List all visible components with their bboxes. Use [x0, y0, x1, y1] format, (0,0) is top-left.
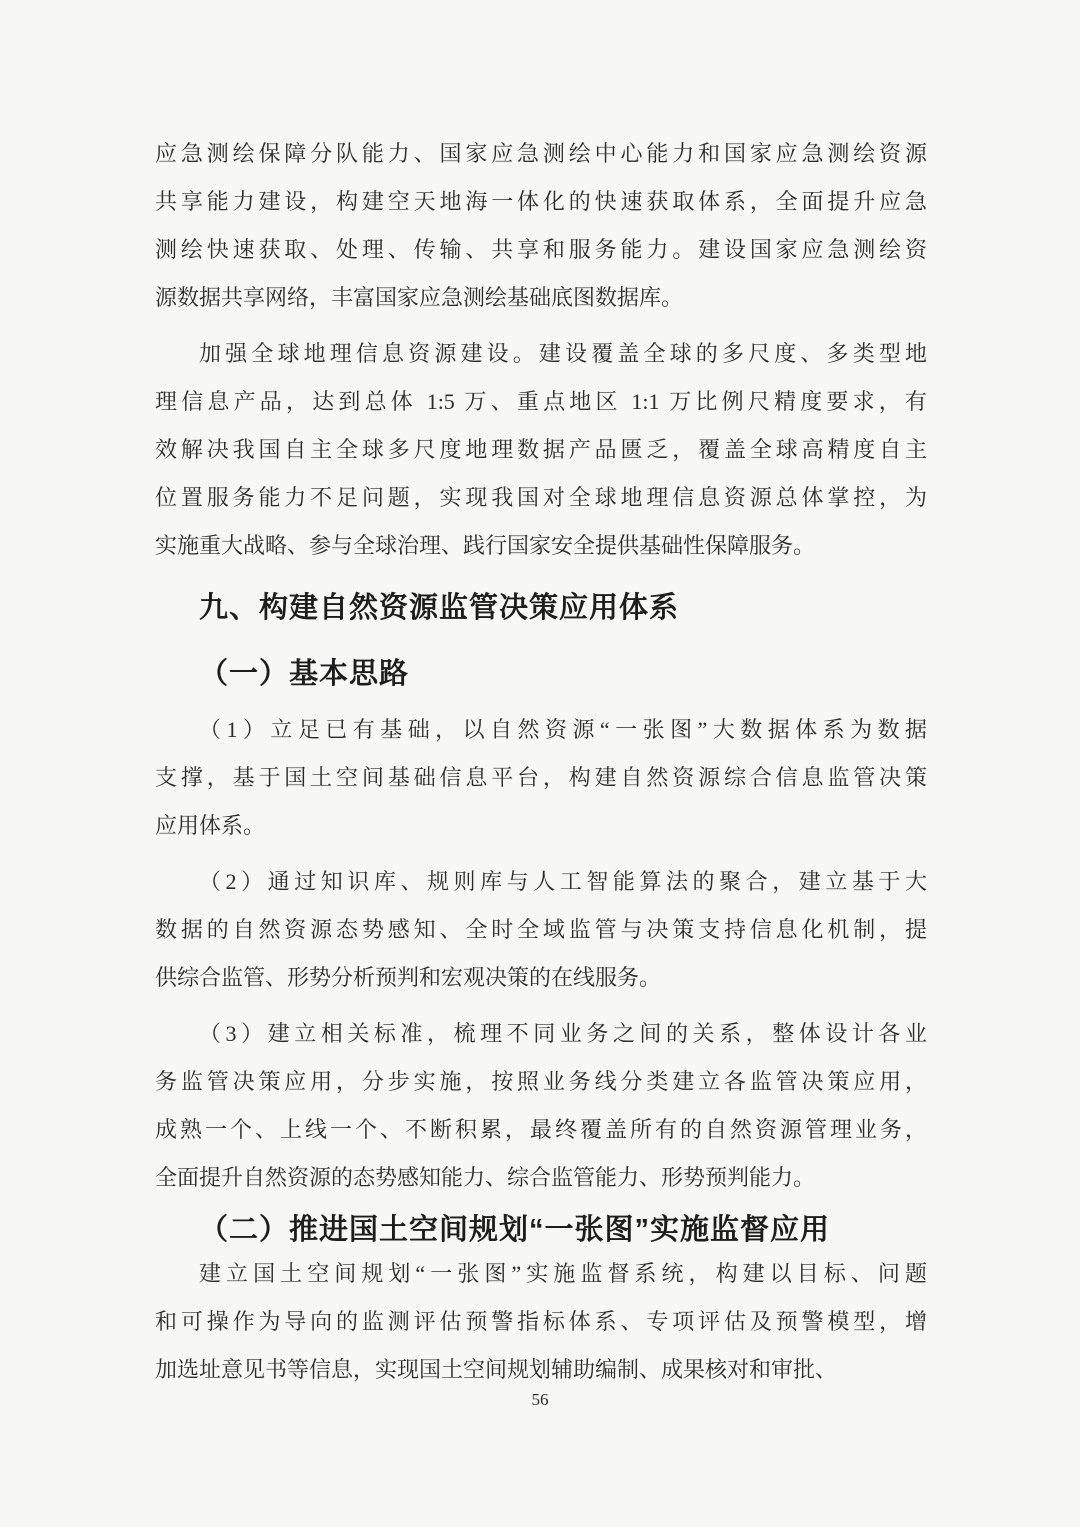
- para-item-1: [155, 706, 927, 850]
- text-line: 位置服务能力不足问题，实现我国对全球地理信息资源总体掌控，为: [155, 485, 927, 510]
- subsection-heading-basic-approach: （一）基本思路: [199, 658, 410, 690]
- text-line: 加强全球地理信息资源建设。建设覆盖全球的多尺度、多类型地: [199, 341, 927, 366]
- para-planning-supervision: [155, 1250, 927, 1394]
- page-footer: [0, 1390, 1080, 1410]
- text-line: 加选址意见书等信息，实现国土空间规划辅助编制、成果核对和审批、: [155, 1357, 838, 1382]
- text-line: 建立国土空间规划“一张图”实施监督系统，构建以目标、问题: [199, 1261, 927, 1286]
- para-global-geoinfo: [155, 330, 927, 570]
- text-line: 供综合监管、形势分析预判和宏观决策的在线服务。: [155, 965, 662, 990]
- text-line: 实施重大战略、参与全球治理、践行国家安全提供基础性保障服务。: [155, 533, 816, 558]
- text-line: （1）立足已有基础，以自然资源“一张图”大数据体系为数据: [199, 717, 927, 742]
- subsection-heading-planning-supervision: （二）推进国土空间规划“一张图”实施监督应用: [199, 1214, 831, 1246]
- text-line: 务监管决策应用，分步实施，按照业务线分类建立各监管决策应用，: [155, 1069, 927, 1094]
- text-line: 理信息产品，达到总体 1:5 万、重点地区 1:1 万比例尺精度要求，有: [155, 389, 927, 414]
- para-item-3: [155, 1010, 927, 1202]
- page-number: 56: [531, 1390, 549, 1409]
- text-line: 数据的自然资源态势感知、全时全域监管与决策支持信息化机制，提: [155, 917, 927, 942]
- text-line: 源数据共享网络，丰富国家应急测绘基础底图数据库。: [155, 285, 684, 310]
- text-line: 成熟一个、上线一个、不断积累，最终覆盖所有的自然资源管理业务，: [155, 1117, 927, 1142]
- text-line: 支撑，基于国土空间基础信息平台，构建自然资源综合信息监管决策: [155, 765, 927, 790]
- para-emergency-surveying-continued: [155, 130, 927, 322]
- text-line: 全面提升自然资源的态势感知能力、综合监管能力、形势预判能力。: [155, 1165, 816, 1190]
- text-line: 和可操作为导向的监测评估预警指标体系、专项评估及预警模型，增: [155, 1309, 927, 1334]
- section-heading-nine: 九、构建自然资源监管决策应用体系: [199, 592, 680, 624]
- para-item-2: [155, 858, 927, 1002]
- text-line: 测绘快速获取、处理、传输、共享和服务能力。建设国家应急测绘资: [155, 237, 927, 262]
- text-line: 应急测绘保障分队能力、国家应急测绘中心能力和国家应急测绘资源: [155, 141, 927, 166]
- text-line: 效解决我国自主全球多尺度地理数据产品匮乏，覆盖全球高精度自主: [155, 437, 927, 462]
- text-line: 应用体系。: [155, 813, 266, 838]
- text-line: 共享能力建设，构建空天地海一体化的快速获取体系，全面提升应急: [155, 189, 927, 214]
- text-line: （2）通过知识库、规则库与人工智能算法的聚合，建立基于大: [199, 869, 927, 894]
- text-line: （3）建立相关标准，梳理不同业务之间的关系，整体设计各业: [199, 1021, 927, 1046]
